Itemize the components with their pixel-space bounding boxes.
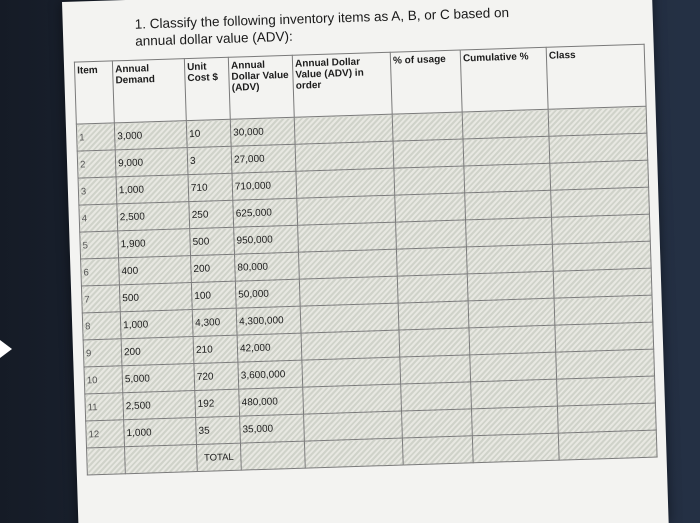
unit-cost-cell: 10: [186, 119, 231, 147]
annual-demand-cell: 500: [119, 283, 192, 312]
unit-cost-cell: 35: [196, 416, 241, 444]
unit-cost-cell: 200: [191, 254, 236, 282]
header-unit-cost: Unit Cost $: [184, 57, 230, 120]
adv-in-order-cell[interactable]: [304, 411, 403, 441]
table-body: [76, 106, 657, 475]
adv-in-order-cell[interactable]: [296, 168, 395, 198]
item-cell: 1: [76, 123, 115, 151]
annual-demand-cell: 2,500: [123, 391, 196, 420]
adv-cell: 42,000: [237, 333, 302, 362]
cumulative-cell[interactable]: [466, 244, 553, 274]
item-cell: 10: [84, 366, 123, 394]
total-row-cell: [125, 444, 198, 473]
total-row-cell: [472, 433, 559, 463]
pct-usage-cell[interactable]: [396, 220, 467, 249]
class-cell[interactable]: [557, 376, 656, 406]
class-cell[interactable]: [552, 241, 651, 271]
class-cell[interactable]: [552, 214, 651, 244]
class-cell[interactable]: [555, 322, 654, 352]
header-cumulative: Cumulative %: [460, 47, 548, 112]
pct-usage-cell[interactable]: [400, 355, 471, 384]
adv-in-order-cell[interactable]: [300, 303, 399, 333]
header-annual-demand: Annual Demand: [112, 59, 186, 123]
mouse-cursor-icon: [0, 340, 12, 358]
unit-cost-cell: 192: [195, 389, 240, 417]
unit-cost-cell: 100: [191, 281, 236, 309]
adv-cell: 50,000: [235, 279, 300, 308]
item-cell: 2: [77, 150, 116, 178]
header-adv-in-order: Annual Dollar Value (ADV) in order: [292, 52, 392, 117]
adv-cell: 35,000: [240, 414, 305, 443]
pct-usage-cell[interactable]: [396, 247, 467, 276]
annual-demand-cell: 3,000: [114, 121, 187, 150]
pct-usage-cell[interactable]: [399, 328, 470, 357]
unit-cost-cell: 210: [193, 335, 238, 363]
cumulative-cell[interactable]: [471, 379, 558, 409]
annual-demand-cell: 1,000: [124, 418, 197, 447]
annual-demand-cell: 1,000: [120, 310, 193, 339]
cumulative-cell[interactable]: [470, 352, 557, 382]
adv-cell: 710,000: [232, 171, 297, 200]
adv-in-order-cell[interactable]: [294, 114, 393, 144]
item-cell: 5: [80, 231, 119, 259]
class-cell[interactable]: [550, 160, 649, 190]
header-pct-usage: % of usage: [390, 50, 462, 114]
item-cell: 8: [82, 312, 121, 340]
adv-in-order-cell[interactable]: [297, 195, 396, 225]
unit-cost-cell: 710: [188, 173, 233, 201]
cumulative-cell[interactable]: [471, 406, 558, 436]
pct-usage-cell[interactable]: [402, 409, 473, 438]
item-cell: 9: [83, 339, 122, 367]
adv-cell: 625,000: [233, 198, 298, 227]
adv-cell: 480,000: [239, 387, 304, 416]
cumulative-cell[interactable]: [467, 271, 554, 301]
question-text: [134, 1, 615, 50]
annual-demand-cell: 400: [119, 256, 192, 285]
question-line-2: annual dollar value (ADV):: [135, 28, 294, 49]
unit-cost-cell: 250: [189, 200, 234, 228]
header-class: Class: [546, 44, 646, 109]
unit-cost-cell: 720: [194, 362, 239, 390]
pct-usage-cell[interactable]: [392, 112, 463, 141]
adv-in-order-cell[interactable]: [298, 249, 397, 279]
item-cell: 3: [78, 177, 117, 205]
class-cell[interactable]: [557, 403, 656, 433]
class-cell[interactable]: [551, 187, 650, 217]
cumulative-cell[interactable]: [468, 298, 555, 328]
total-row-cell[interactable]: [240, 441, 305, 470]
question-line-1: 1. Classify the following inventory items as A, B, or C based on: [134, 4, 510, 32]
item-cell: 4: [79, 204, 118, 232]
unit-cost-cell: 500: [190, 227, 235, 255]
annual-demand-cell: 9,000: [115, 148, 188, 177]
adv-cell: 30,000: [230, 117, 295, 146]
pct-usage-cell[interactable]: [393, 139, 464, 168]
adv-cell: 80,000: [235, 252, 300, 281]
annual-demand-cell: 1,900: [118, 229, 191, 258]
class-cell[interactable]: [553, 268, 652, 298]
inventory-table: [74, 44, 658, 476]
class-cell[interactable]: [549, 133, 648, 163]
annual-demand-cell: 200: [121, 337, 194, 366]
total-label: TOTAL: [196, 443, 241, 471]
total-row-cell: [558, 430, 657, 460]
class-cell[interactable]: [554, 295, 653, 325]
adv-in-order-cell[interactable]: [299, 276, 398, 306]
adv-cell: 27,000: [231, 144, 296, 173]
total-row-cell: [87, 447, 126, 475]
cumulative-cell[interactable]: [462, 109, 549, 139]
pct-usage-cell[interactable]: [398, 301, 469, 330]
header-adv: Annual Dollar Value (ADV): [228, 55, 294, 119]
adv-cell: 3,600,000: [238, 360, 303, 389]
pct-usage-cell[interactable]: [394, 166, 465, 195]
annual-demand-cell: 1,000: [116, 175, 189, 204]
class-cell[interactable]: [556, 349, 655, 379]
header-item: Item: [74, 61, 114, 124]
item-cell: 6: [81, 258, 120, 286]
annual-demand-cell: 2,500: [117, 202, 190, 231]
item-cell: 11: [85, 393, 124, 421]
item-cell: 7: [81, 285, 120, 313]
adv-in-order-cell[interactable]: [303, 384, 402, 414]
unit-cost-cell: 4,300: [192, 308, 237, 336]
adv-in-order-cell[interactable]: [301, 330, 400, 360]
unit-cost-cell: 3: [187, 146, 232, 174]
worksheet-paper: [62, 0, 669, 523]
cumulative-cell[interactable]: [464, 163, 551, 193]
total-row-cell: [304, 438, 403, 468]
item-cell: 12: [86, 420, 125, 448]
cumulative-cell[interactable]: [463, 136, 550, 166]
pct-usage-cell[interactable]: [401, 382, 472, 411]
annual-demand-cell: 5,000: [122, 364, 195, 393]
adv-cell: 4,300,000: [236, 306, 301, 335]
pct-usage-cell[interactable]: [397, 274, 468, 303]
cumulative-cell[interactable]: [466, 217, 553, 247]
adv-in-order-cell[interactable]: [298, 222, 397, 252]
class-cell[interactable]: [548, 106, 647, 136]
total-row-cell: [402, 436, 473, 465]
pct-usage-cell[interactable]: [395, 193, 466, 222]
cumulative-cell[interactable]: [469, 325, 556, 355]
adv-in-order-cell[interactable]: [302, 357, 401, 387]
adv-cell: 950,000: [234, 225, 299, 254]
cumulative-cell[interactable]: [465, 190, 552, 220]
adv-in-order-cell[interactable]: [295, 141, 394, 171]
